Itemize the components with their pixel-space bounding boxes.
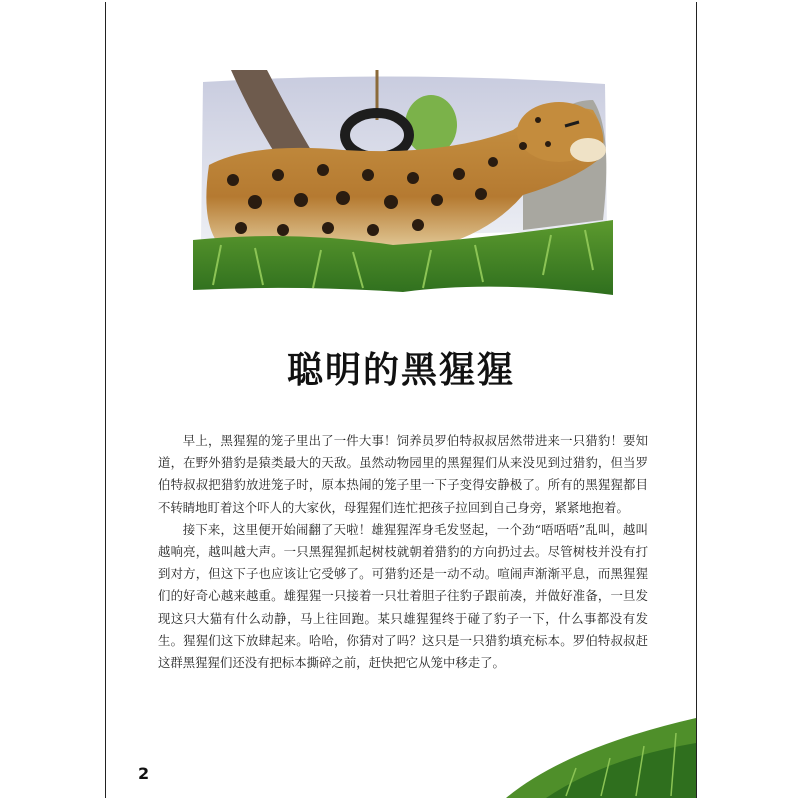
story-title: 聪明的黑猩猩 <box>286 350 515 391</box>
page-number: 2 <box>138 764 150 783</box>
paragraph-1: 早上，黑猩猩的笼子里出了一件大事！饲养员罗伯特叔叔居然带进来一只猎豹！要知道，在野外猎豹是猿类最大的天敌。虽然动物园里的黑猩猩们从来没见到过猎豹，但当罗伯特叔叔把猎豹放进笼子时，原本热闹的笼子里一下子变得安静极了。所有的黑猩猩都目不转睛地盯着这个吓人的大家伙，母猩猩们连忙把孩子拉回到自己身旁，紧紧地抱着。 <box>158 433 648 515</box>
grass-decoration <box>506 688 696 798</box>
paragraph-2: 接下来，这里便开始闹翻了天啦！雄猩猩浑身毛发竖起，一个劲“唔唔唔”乱叫，越叫越响亮，越叫越大声。一只黑猩猩抓起树枝就朝着猎豹的方向扔过去。尽管树枝并没有打到对方，但这下子也应该让它受够了。可猎豹还是一动不动。喧闹声渐渐平息，而黑猩猩们的好奇心越来越重。雄猩猩一只接着一只壮着胆子往豹子跟前凑，并做好准备，一旦发现这只大猫有什么动静，马上往回跑。某只雄猩猩终于碰了豹子一下，什么事都没有发生。猩猩们这下放肆起来。哈哈，你猜对了吗？这只是一只猎豹填充标本。罗伯特叔叔赶这群黑猩猩们还没有把标本撕碎之前，赶快把它从笼中移走了。 <box>158 521 648 671</box>
book-page <box>105 2 697 798</box>
leopard-illustration <box>193 70 613 295</box>
story-body <box>158 430 648 674</box>
